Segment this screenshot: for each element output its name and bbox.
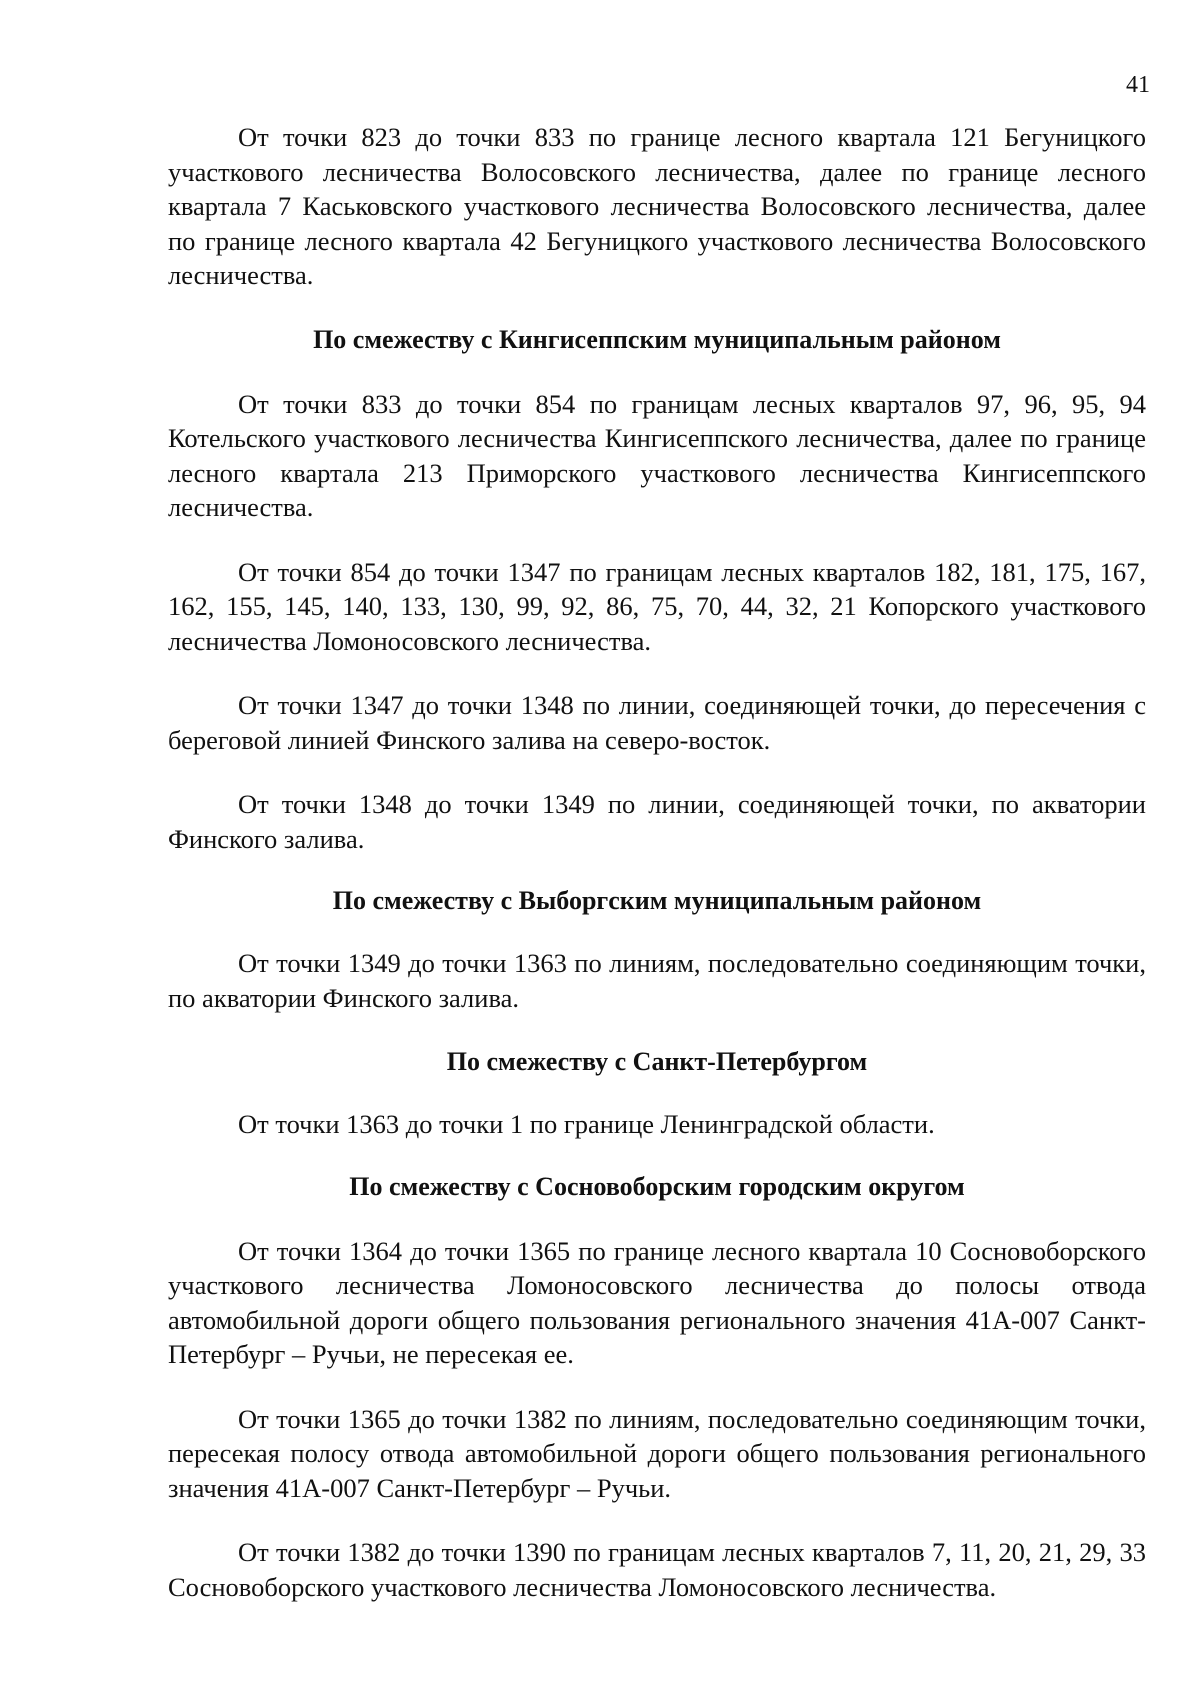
page-number: 41 [1126,72,1150,98]
heading-sosnovy-bor: По смежеству с Сосновоборским городским округом [349,1171,965,1201]
heading-kingisepp: По смежеству с Кингисеппским муниципальным районом [313,324,1001,354]
paragraph-1347-1348: От точки 1347 до точки 1348 по линии, соединяющей точки, до пересечения с береговой линией Финского залива на северо-восток. [168,690,1146,755]
heading-vyborg: По смежеству с Выборгским муниципальным районом [332,886,982,915]
paragraph-823-833: От точки 823 до точки 833 по границе лесного квартала 121 Бегуницкого участкового лесничества Волосовского лесничества, далее по границе лесного квартала 7 Каськовского участкового лесничества Волосовского лесничества, далее по границе лесного квартала 42 Бегуницкого участкового лесничества Волосовского лесничества. [168,122,1146,290]
paragraph-1349-1363: От точки 1349 до точки 1363 по линиям, последовательно соединяющим точки, по акватории Финского залива. [168,948,1146,1013]
paragraph-1382-1390: От точки 1382 до точки 1390 по границам лесных кварталов 7, 11, 20, 21, 29, 33 Сосновоборского участкового лесничества Ломоносовского лесничества. [168,1537,1146,1602]
paragraph-833-854: От точки 833 до точки 854 по границам лесных кварталов 97, 96, 95, 94 Котельского участкового лесничества Кингисеппского лесничества, далее по границе лесного квартала 213 Приморского участкового лесничества Кингисеппского лесничества. [168,388,1146,522]
paragraph-1365-1382: От точки 1365 до точки 1382 по линиям, последовательно соединяющим точки, пересекая полосу отвода автомобильной дороги общего пользования регионального значения 41А-007 Санкт-Петербург – Ручьи. [168,1403,1146,1503]
document-body [168,120,1146,1604]
paragraph-1364-1365: От точки 1364 до точки 1365 по границе лесного квартала 10 Сосновоборского участкового лесничества Ломоносовского лесничества до полосы отвода автомобильной дороги общего пользования регионального значения 41А-007 Санкт-Петербург – Ручьи, не пересекая ее. [168,1235,1146,1369]
heading-saint-petersburg: По смежеству с Санкт-Петербургом [446,1047,868,1076]
paragraph-854-1347: От точки 854 до точки 1347 по границам лесных кварталов 182, 181, 175, 167, 162, 155, 145, 140, 133, 130, 99, 92, 86, 75, 70, 44, 32, 21 Копорского участкового лесничества Ломоносовского лесничества. [168,556,1146,656]
paragraph-1363-1: От точки 1363 до точки 1 по границе Ленинградской области. [238,1109,935,1139]
paragraph-1348-1349: От точки 1348 до точки 1349 по линии, соединяющей точки, по акватории Финского залива. [168,789,1146,854]
